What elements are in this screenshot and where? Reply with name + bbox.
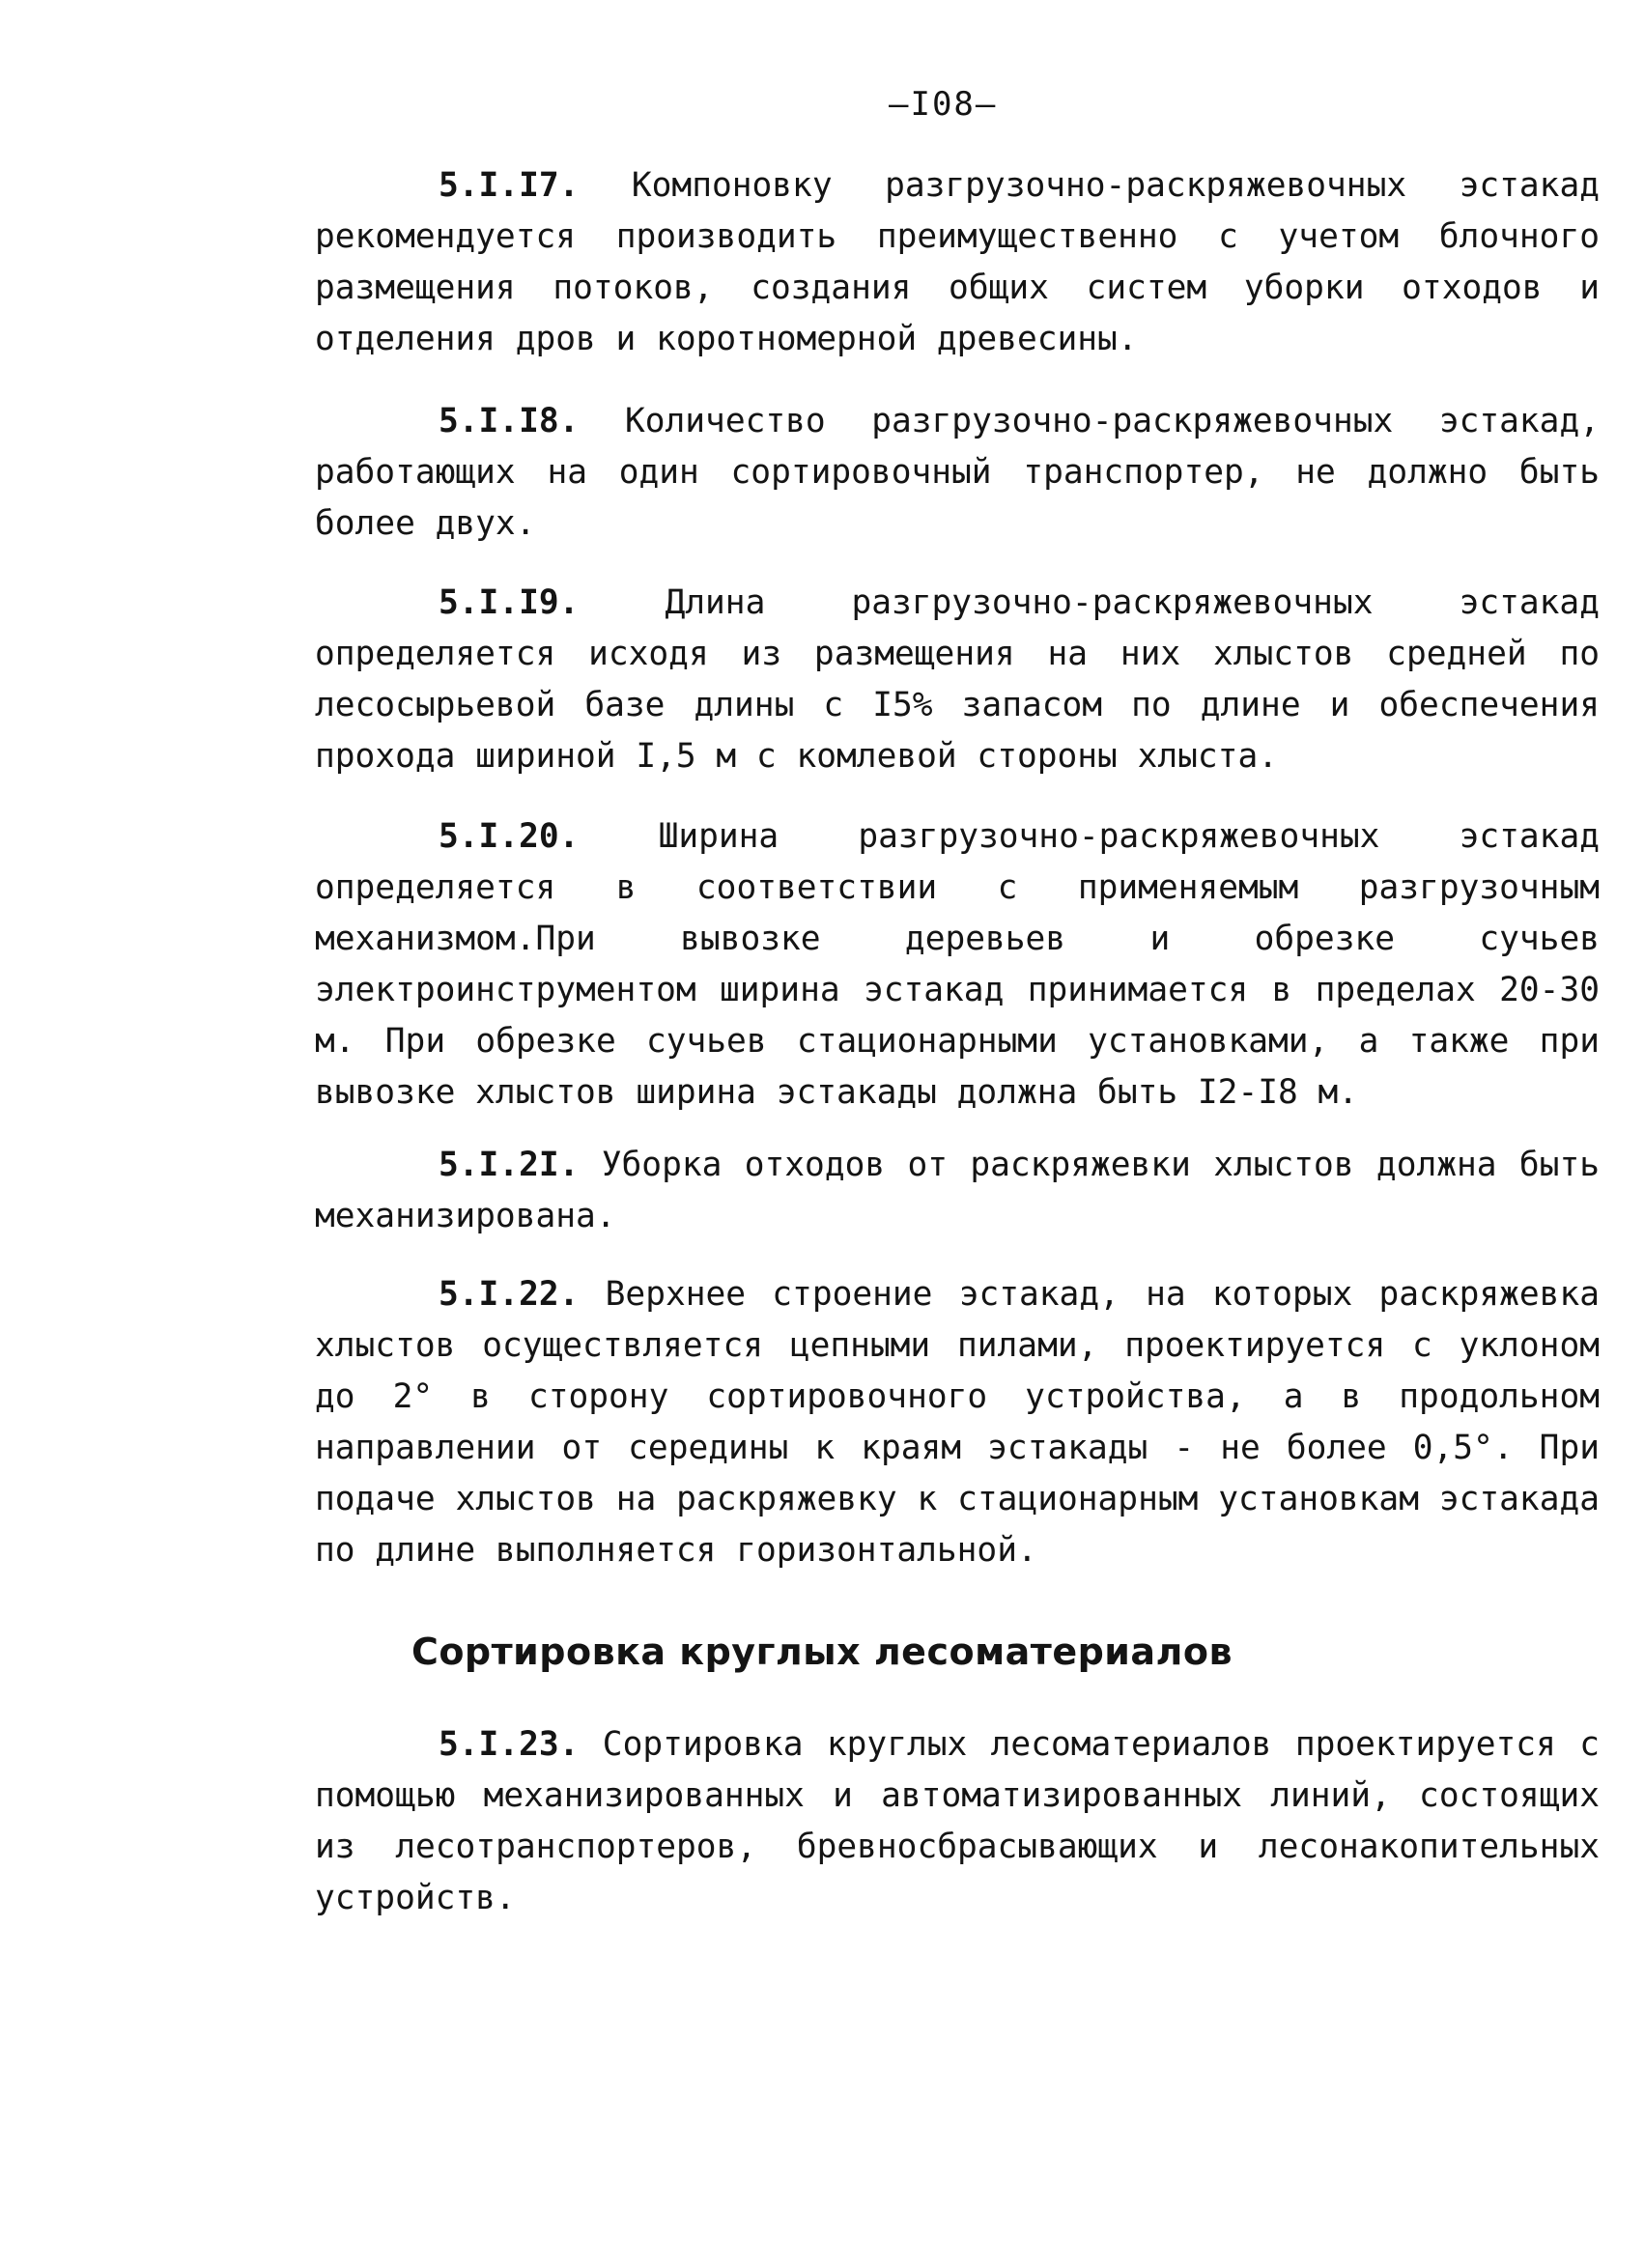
paragraph-text: Компоновку разгрузочно-раскряжевочных эстакад рекомендуется производить преимущественно с учетом блочного размещения потоков, создания общих систем уборки отходов и отделения дров и коротномерной древесины. <box>315 166 1600 358</box>
paragraph-number: 5.I.20. <box>439 817 580 856</box>
paragraph-text: Верхнее строение эстакад, на которых раскряжевка хлыстов осуществляется цепными пилами, проектируется с уклоном до 2° в сторону сортировочного устройства, а в продольном направлении от середины к краям эстакады - не более 0,5°. При подаче хлыстов на раскряжевку к стационарным установкам эстакада по длине выполняется горизонтальной. <box>315 1275 1600 1570</box>
paragraph-5-1-22 <box>315 1269 1600 1576</box>
paragraph-number: 5.I.I8. <box>439 402 580 440</box>
paragraph-5-1-23 <box>315 1719 1600 1924</box>
paragraph-5-1-20 <box>315 811 1600 1119</box>
paragraph-5-1-18 <box>315 396 1600 550</box>
page-number: —I08— <box>889 85 998 124</box>
paragraph-number: 5.I.I9. <box>439 583 580 622</box>
paragraph-number: 5.I.2I. <box>439 1146 580 1184</box>
paragraph-text: Ширина разгрузочно-раскряжевочных эстакад определяется в соответствии с применяемым разгрузочным механизмом.При вывозке деревьев и обрезке сучьев электроинструментом ширина эстакад принимается в пределах 20-30 м. При обрезке сучьев стационарными установками, а также при вывозке хлыстов ширина эстакады должна быть I2-I8 м. <box>315 817 1600 1112</box>
paragraph-5-1-21 <box>315 1140 1600 1242</box>
paragraph-number: 5.I.23. <box>439 1725 580 1764</box>
section-heading: Сортировка круглых лесоматериалов <box>411 1630 1233 1673</box>
paragraph-text: Длина разгрузочно-раскряжевочных эстакад определяется исходя из размещения на них хлыстов средней по лесосырьевой базе длины с I5% запасом по длине и обеспечения прохода шириной I,5 м с комлевой стороны хлыста. <box>315 583 1600 776</box>
paragraph-number: 5.I.I7. <box>439 166 580 205</box>
paragraph-5-1-17 <box>315 160 1600 365</box>
paragraph-text: Количество разгрузочно-раскряжевочных эстакад, работающих на один сортировочный транспортер, не должно быть более двух. <box>315 402 1600 543</box>
paragraph-number: 5.I.22. <box>439 1275 580 1314</box>
paragraph-text: Сортировка круглых лесоматериалов проектируется с помощью механизированных и автоматизированных линий, состоящих из лесотранспортеров, бревносбрасывающих и лесонакопительных устройств. <box>315 1725 1600 1917</box>
paragraph-text: Уборка отходов от раскряжевки хлыстов должна быть механизирована. <box>315 1146 1600 1235</box>
paragraph-5-1-19 <box>315 578 1600 782</box>
